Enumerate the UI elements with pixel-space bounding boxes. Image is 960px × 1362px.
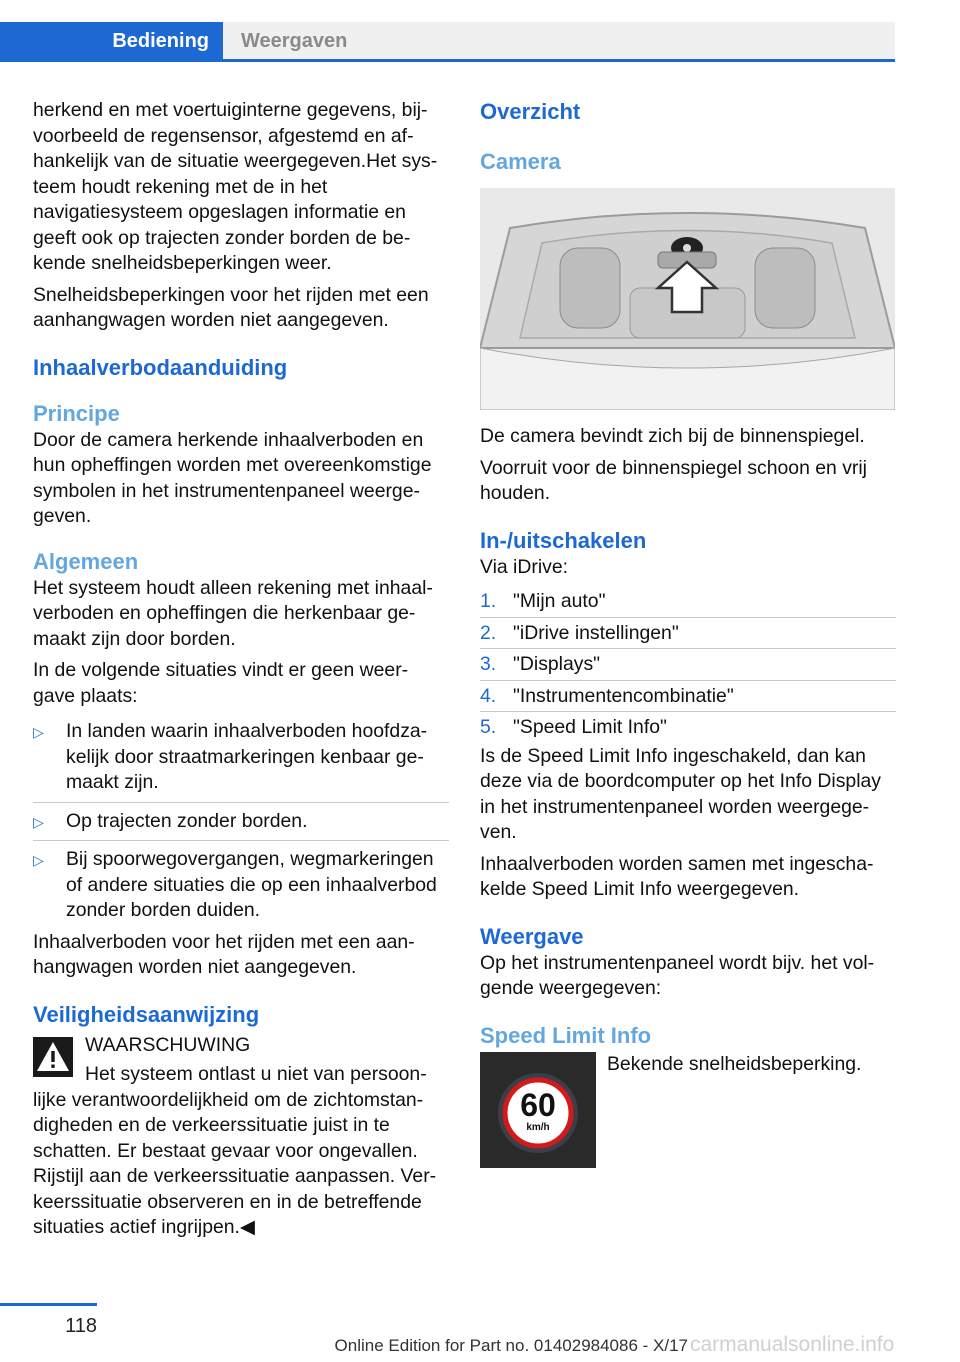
speed-info-text-2: Inhaalverboden worden samen met ingescha-kelde Speed Limit Info weergegeven.	[480, 852, 874, 900]
heading-veiligheid: Veiligheidsaanwijzing	[33, 1001, 260, 1027]
speed-unit: km/h	[526, 1121, 550, 1133]
triangle-bullet-icon: ▷	[33, 724, 44, 740]
warning-text: Het systeem ontlast u niet van persoon-lijke verantwoordelijkheid om de zichtomstan-digheden en de verkeerssituatie juist in te schatten. Er bestaat gevaar voor ongevallen. Rijstijl aan de verkeerssituatie aanpassen. Ver-keerssituatie observeren en in de betreffende situaties actief ingrijpen.◀	[33, 1063, 437, 1238]
left-column	[33, 98, 449, 1247]
camera-location-image	[480, 188, 895, 410]
list-item: ▷ In landen waarin inhaalverboden hoofdza-kelijk door straatmarkeringen kenbaar ge-maakt zijn.	[33, 719, 449, 803]
heading-weergave: Weergave	[480, 923, 584, 949]
right-column	[480, 98, 896, 1172]
tab-underline	[0, 59, 895, 62]
heading-principe: Principe	[33, 400, 120, 426]
section-tabs	[0, 22, 895, 62]
intro-paragraph: herkend en met voertuiginterne gegevens, bij-voorbeeld de regensensor, afgestemd en af-hankelijk van de situatie weergegeven.Het sys-teem houdt rekening met de in het navigatiesysteem opgeslagen informatie en geeft ook op trajecten zonder borden de be-kende snelheidsbeperkingen weer.	[33, 99, 438, 274]
idrive-steps	[480, 586, 896, 744]
list-item: 2. "iDrive instellingen"	[480, 618, 896, 650]
heading-speed-limit-info: Speed Limit Info	[480, 1022, 652, 1048]
trailer-overtaking-note: Inhaalverboden voor het rijden met een aan-hangwagen worden niet aangegeven.	[33, 930, 415, 978]
speed-value: 60	[520, 1086, 556, 1123]
speed-limit-row	[480, 1052, 896, 1172]
footer-line	[0, 1303, 97, 1306]
list-item: ▷ Op trajecten zonder borden.	[33, 809, 449, 842]
weergave-text: Op het instrumentenpaneel wordt bijv. het vol-gende weergegeven:	[480, 951, 875, 999]
warning-title: WAARSCHUWING	[85, 1033, 251, 1056]
algemeen-text-1: Het systeem houdt alleen rekening met inhaal-verboden en opheffingen die herkenbaar ge-maakt zijn door borden.	[33, 576, 433, 650]
heading-overzicht: Overzicht	[480, 99, 581, 124]
heading-in-uitschakelen: In-/uitschakelen	[480, 527, 647, 553]
heading-algemeen: Algemeen	[33, 548, 139, 574]
watermark: carmanualsonline.info	[690, 1333, 895, 1356]
heading-camera: Camera	[480, 149, 561, 174]
algemeen-text-2: In de volgende situaties vindt er geen weer-gave plaats:	[33, 659, 409, 707]
tab-weergaven[interactable]: Weergaven	[223, 22, 895, 60]
via-idrive: Via iDrive:	[480, 555, 569, 578]
list-item: 3. "Displays"	[480, 649, 896, 681]
triangle-bullet-icon: ▷	[33, 813, 44, 830]
warning-triangle-icon	[33, 1037, 73, 1077]
list-item: ▷ Bij spoorwegovergangen, wegmarkeringen of andere situaties die op een inhaalverbod zonder borden duiden.	[33, 848, 437, 921]
trailer-note: Snelheidsbeperkingen voor het rijden met een aanhangwagen worden niet aangegeven.	[33, 283, 429, 331]
page-number: 118	[65, 1315, 97, 1337]
camera-text-2: Voorruit voor de binnenspiegel schoon en vrij houden.	[480, 456, 867, 504]
principe-text: Door de camera herkende inhaalverboden en hun opheffingen worden met overeenkomstige symbolen in het instrumentenpaneel weerge-geven.	[33, 428, 432, 527]
speed-caption: Bekende snelheidsbeperking.	[607, 1052, 862, 1075]
speed-info-text-1: Is de Speed Limit Info ingeschakeld, dan kan deze via de boordcomputer op het Info Display in het instrumentenpaneel worden weergege-ven.	[480, 744, 881, 843]
heading-inhaalverbod: Inhaalverbodaanduiding	[33, 354, 288, 380]
camera-text-1: De camera bevindt zich bij de binnenspiegel.	[480, 425, 865, 447]
warning-block	[33, 1033, 449, 1059]
speed-limit-sign-icon	[480, 1052, 596, 1168]
list-item: 5. "Speed Limit Info"	[480, 716, 667, 738]
list-item: 4. "Instrumentencombinatie"	[480, 681, 896, 713]
edition-text: Online Edition for Part no. 01402984086 - X/17	[334, 1336, 688, 1355]
tab-bediening[interactable]: Bediening	[0, 22, 223, 60]
list-item: 1. "Mijn auto"	[480, 586, 896, 618]
triangle-bullet-icon: ▷	[33, 852, 44, 868]
situation-list	[33, 719, 449, 924]
